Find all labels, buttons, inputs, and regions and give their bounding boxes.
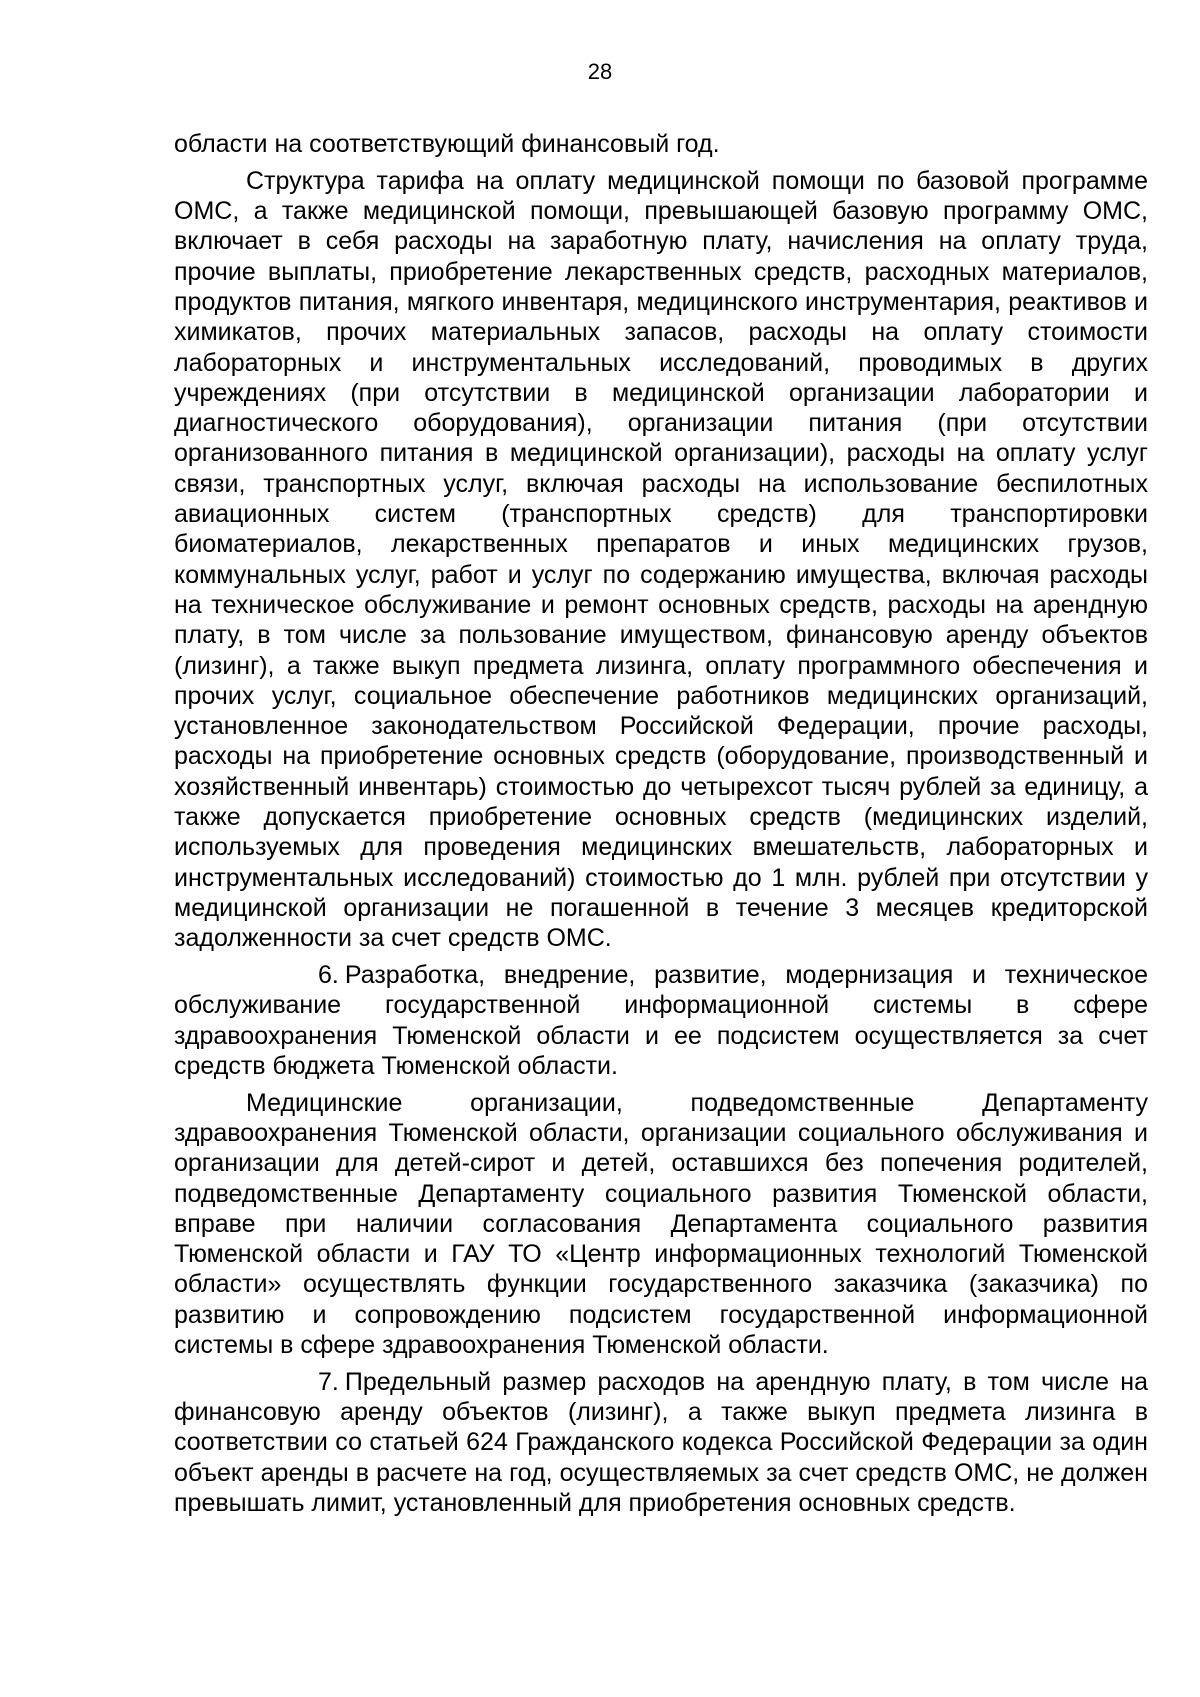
item-text: Разработка, внедрение, развитие, модернизация и техническое обслуживание государственной информационной системы в сфере здравоохранения Тюменской области и ее подсистем осуществляется за счет средств бюджета Тюменской области. [174,961,1148,1080]
item-number: 6. [318,961,339,990]
paragraph-item-7 [174,1367,1148,1518]
paragraph-item-6 [174,960,1148,1081]
item-number: 7. [318,1367,339,1396]
page-number: 28 [587,59,613,84]
paragraph-medical-organizations: Медицинские организации, подведомственные Департаменту здравоохранения Тюменской области, организации социального обслуживания и организации для детей-сирот и детей, оставшихся без попечения родителей, подведомственные Департаменту социального развития Тюменской области, вправе при наличии согласования Департамента социального развития Тюменской области и ГАУ ТО «Центр информационных технологий Тюменской области» осуществлять функции государственного заказчика (заказчика) по развитию и сопровождению подсистем государственной информационной системы в сфере здравоохранения Тюменской области. [174,1088,1148,1360]
item-text: Предельный размер расходов на арендную плату, в том числе на финансовую аренду объектов (лизинг), а также выкуп предмета лизинга в соответствии со статьей 624 Гражданского кодекса Российской Федерации за один объект аренды в расчете на год, осуществляемых за счет средств ОМС, не должен превышать лимит, установленный для приобретения основных средств. [174,1367,1148,1518]
paragraph-continuation: области на соответствующий финансовый год. [174,130,720,158]
document-body [174,129,1148,1525]
paragraph-tariff-structure: Структура тарифа на оплату медицинской помощи по базовой программе ОМС, а также медицинской помощи, превышающей базовую программу ОМС, включает в себя расходы на заработную плату, начисления на оплату труда, прочие выплаты, приобретение лекарственных средств, расходных материалов, продуктов питания, мягкого инвентаря, медицинского инструментария, реактивов и химикатов, прочих материальных запасов, расходы на оплату стоимости лабораторных и инструментальных исследований, проводимых в других учреждениях (при отсутствии в медицинской организации лаборатории и диагностического оборудования), организации питания (при отсутствии организованного питания в медицинской организации), расходы на оплату услуг связи, транспортных услуг, включая расходы на использование беспилотных авиационных систем (транспортных средств) для транспортировки биоматериалов, лекарственных препаратов и иных медицинских грузов, коммунальных услуг, работ и услуг по содержанию имущества, включая расходы на техническое обслуживание и ремонт основных средств, расходы на арендную плату, в том числе за пользование имуществом, финансовую аренду объектов (лизинг), а также выкуп предмета лизинга, оплату программного обеспечения и прочих услуг, социальное обеспечение работников медицинских организаций, установленное законодательством Российской Федерации, прочие расходы, расходы на приобретение основных средств (оборудование, производственный и хозяйственный инвентарь) стоимостью до четырехсот тысяч рублей за единицу, а также допускается приобретение основных средств (медицинских изделий, используемых для проведения медицинских вмешательств, лабораторных и инструментальных исследований) стоимостью до 1 млн. рублей при отсутствии у медицинской организации не погашенной в течение 3 месяцев кредиторской задолженности за счет средств ОМС. [174,166,1148,953]
